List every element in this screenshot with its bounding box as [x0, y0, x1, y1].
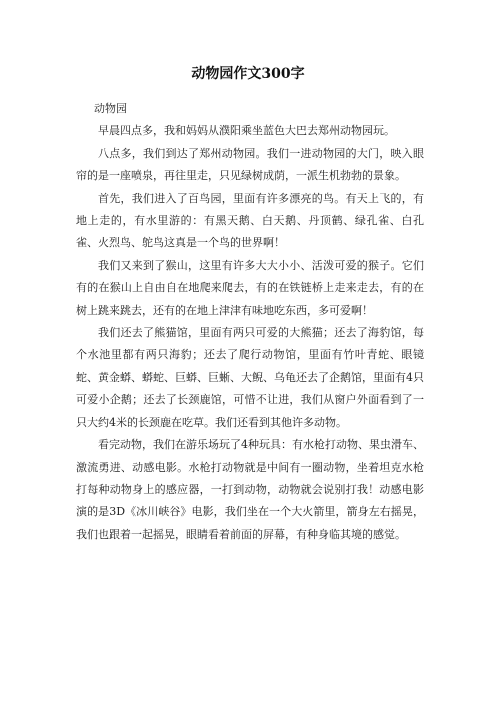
- document-subtitle: 动物园: [94, 102, 127, 115]
- paragraph: 我们还去了熊猫馆，里面有两只可爱的大熊猫；还去了海豹馆，每个水池里都有两只海豹；还去了爬行动物馆，里面有竹叶青蛇、眼镜蛇、黄金蟒、蟒蛇、巨蟒、巨蜥、大鲵、乌龟还去了企鹅馆，里面有4只可爱小企鹅；还去了长颈鹿馆，可惜不让进，我们从窗户外面看到了一只大约4米的长颈鹿在吃草。我们还看到其他许多动物。: [76, 326, 424, 429]
- paragraph: 我们又来到了猴山，这里有许多大大小小、活泼可爱的猴子。它们有的在猴山上自由自在地爬来爬去，有的在铁链桥上走来走去，有的在树上跳来跳去，还有的在地上津津有味地吃东西，多可爱啊！: [76, 258, 424, 317]
- document-title: 动物园作文300字: [191, 66, 305, 82]
- paragraph: 早晨四点多，我和妈妈从濮阳乘坐蓝色大巴去郑州动物园玩。: [98, 124, 395, 138]
- paragraph: 首先，我们进入了百鸟园，里面有许多漂亮的鸟。有天上飞的，有地上走的，有水里游的：有黑天鹅、白天鹅、丹顶鹤、绿孔雀、白孔雀、火烈鸟、鸵鸟这真是一个鸟的世界啊！: [76, 191, 424, 250]
- paragraph: 看完动物，我们在游乐场玩了4种玩具：有水枪打动物、果虫滑车、激流勇进、动感电影。水枪打动物就是中间有一圈动物，坐着坦克水枪打每种动物身上的感应器，一打到动物，动物就会说别打我！动感电影演的是3D《冰川峡谷》电影，我们坐在一个大火箭里，箭身左右摇晃，我们也跟着一起摇晃，眼睛看着前面的屏幕，有种身临其境的感觉。: [76, 438, 424, 541]
- paragraph: 八点多，我们到达了郑州动物园。我们一进动物园的大门，映入眼帘的是一座喷泉，再往里走，只见绿树成荫，一派生机勃勃的景象。: [76, 146, 424, 183]
- document-body: [76, 98, 424, 546]
